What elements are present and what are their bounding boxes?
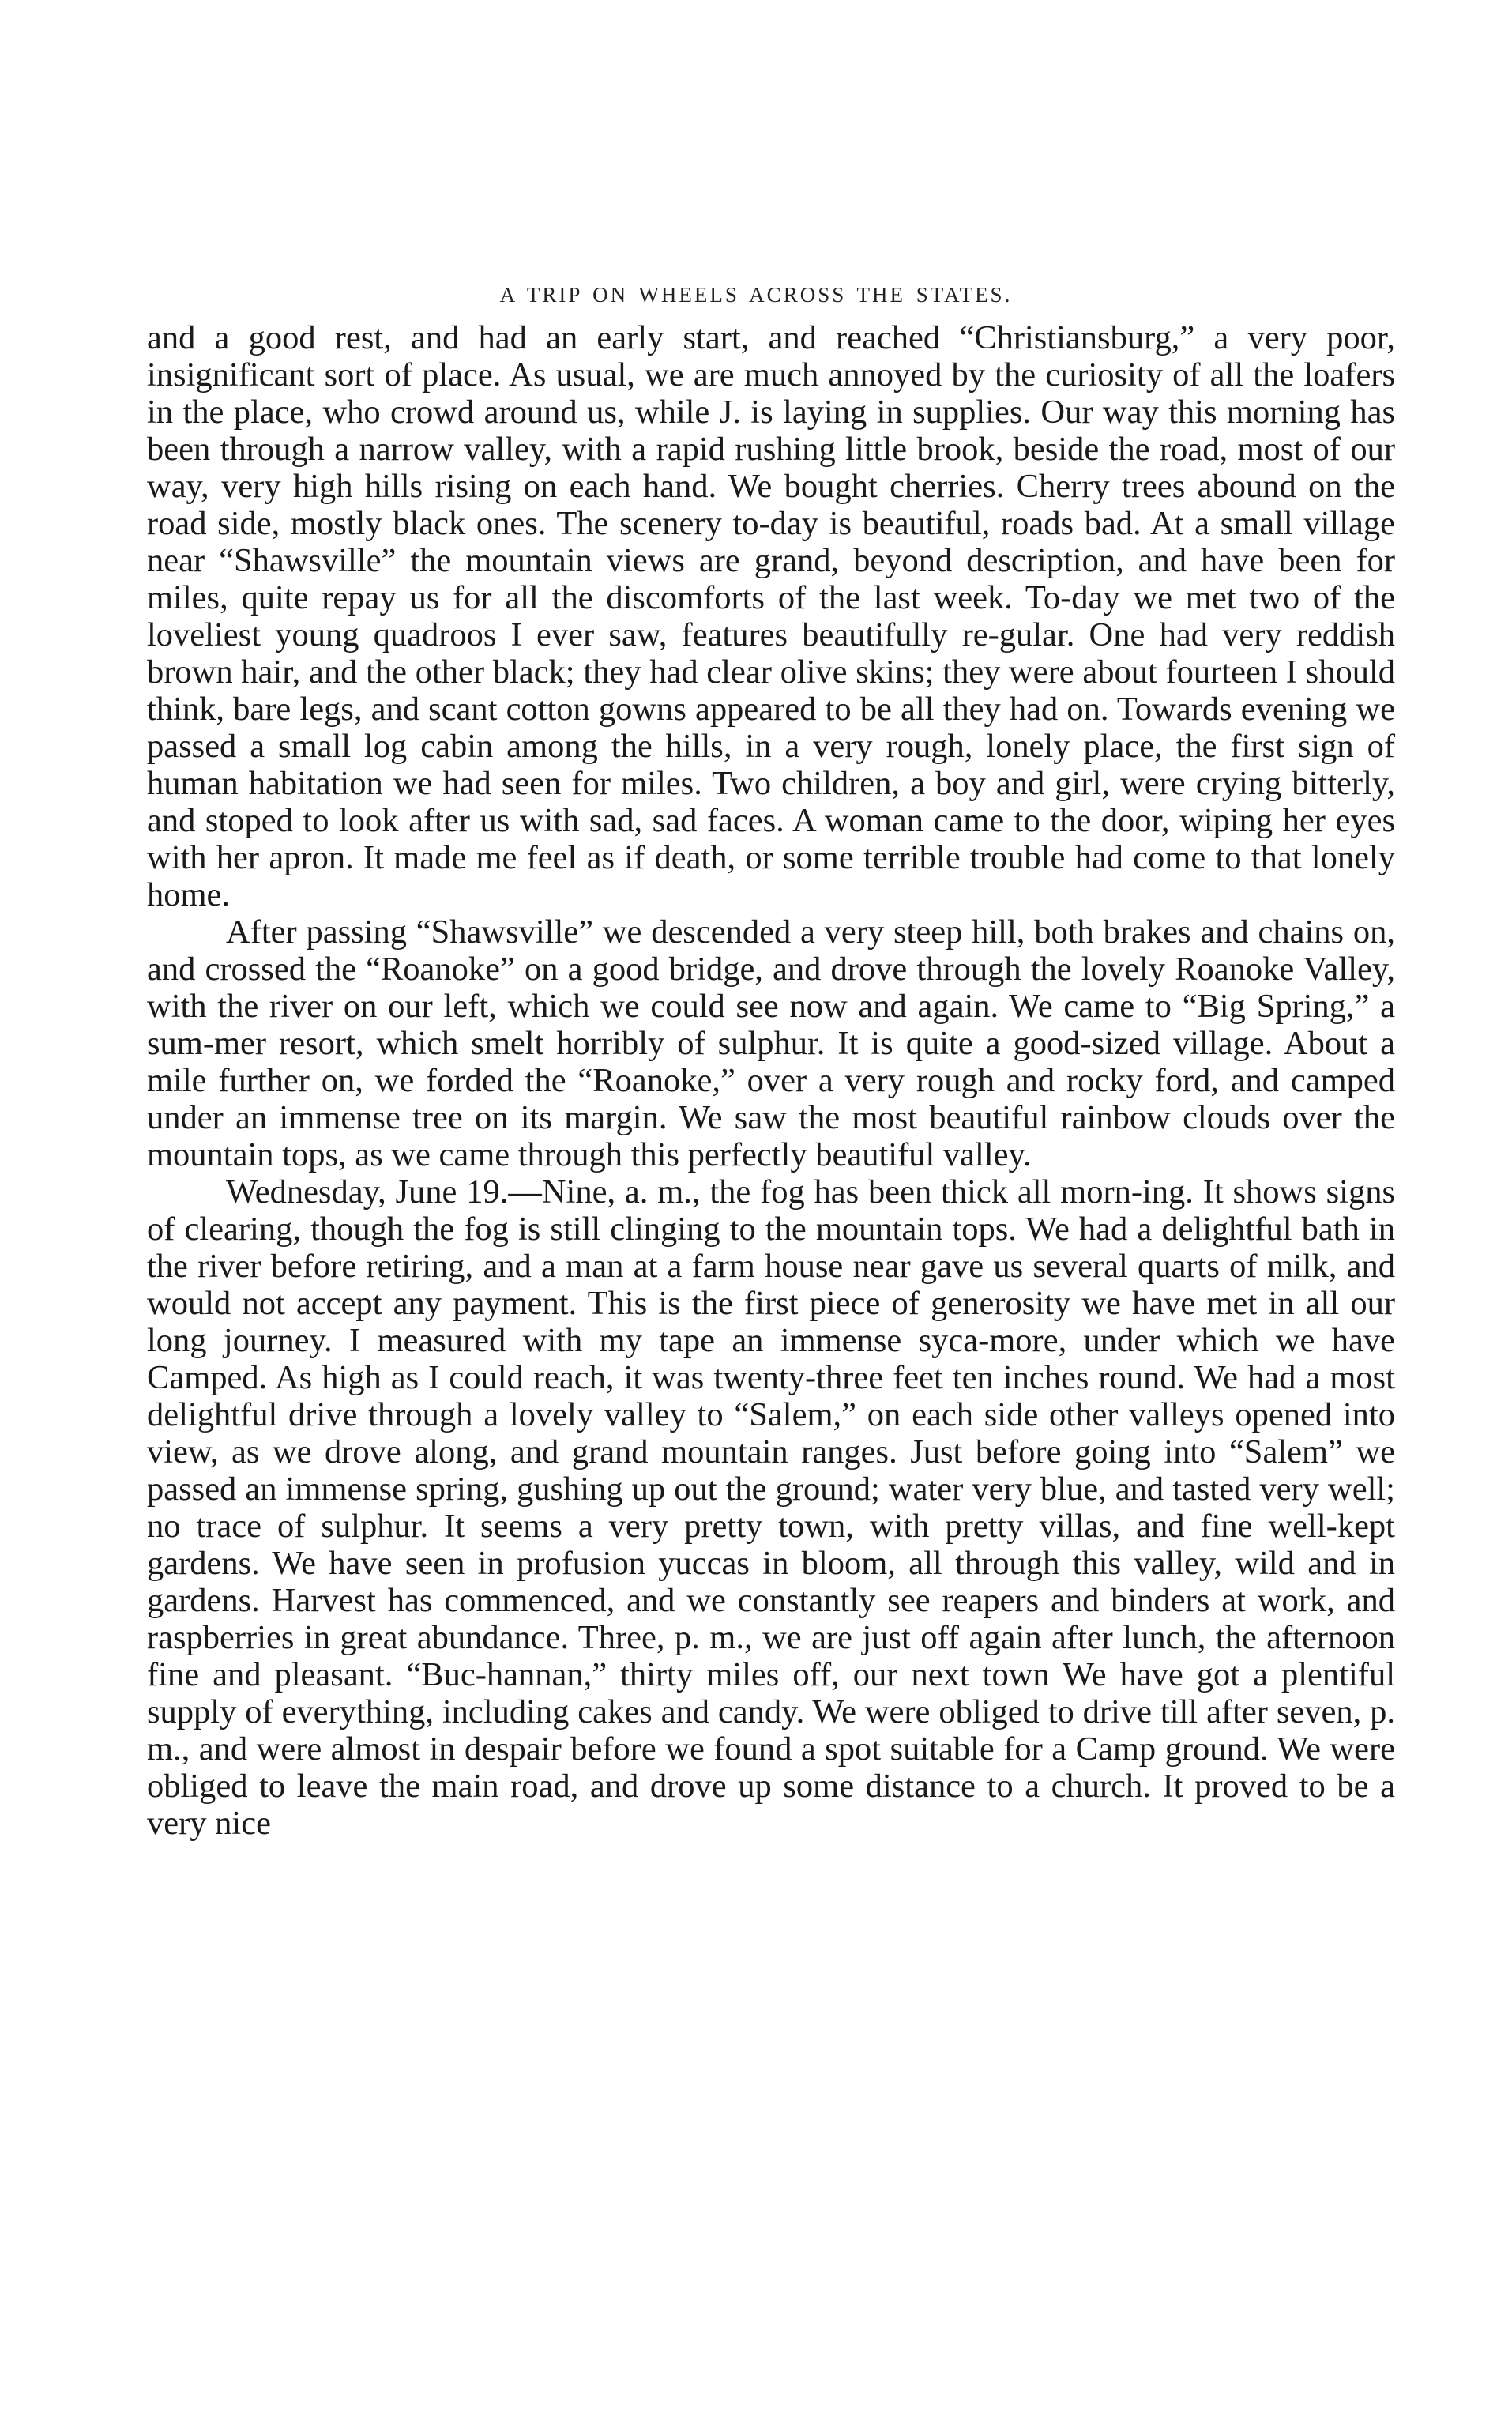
- body-text: [147, 319, 1395, 1842]
- paragraph-wednesday-june-19: Wednesday, June 19.—Nine, a. m., the fog has been thick all morn-ing. It shows signs of clearing, though the fog is still clinging to the mountain tops. We had a delightful bath in the river before retiring, and a man at a farm house near gave us several quarts of milk, and would not accept any payment. This is the first piece of generosity we have met in all our long journey. I measured with my tape an immense syca-more, under which we have Camped. As high as I could reach, it was twenty-three feet ten inches round. We had a most delightful drive through a lovely valley to “Salem,” on each side other valleys opened into view, as we drove along, and grand mountain ranges. Just before going into “Salem” we passed an immense spring, gushing up out the ground; water very blue, and tasted very well; no trace of sulphur. It seems a very pretty town, with pretty villas, and fine well-kept gardens. We have seen in profusion yuccas in bloom, all through this valley, wild and in gardens. Harvest has commenced, and we constantly see reapers and binders at work, and raspberries in great abundance. Three, p. m., we are just off again after lunch, the afternoon fine and pleasant. “Buc-hannan,” thirty miles off, our next town We have got a plentiful supply of everything, including cakes and candy. We were obliged to drive till after seven, p. m., and were almost in despair before we found a spot suitable for a Camp ground. We were obliged to leave the main road, and drove up some distance to a church. It proved to be a very nice: [147, 1173, 1395, 1842]
- paragraph-continued: and a good rest, and had an early start, and reached “Christiansburg,” a very poor, insignificant sort of place. As usual, we are much annoyed by the curiosity of all the loafers in the place, who crowd around us, while J. is laying in supplies. Our way this morning has been through a narrow valley, with a rapid rushing little brook, beside the road, most of our way, very high hills rising on each hand. We bought cherries. Cherry trees abound on the road side, mostly black ones. The scenery to-day is beautiful, roads bad. At a small village near “Shawsville” the mountain views are grand, beyond description, and have been for miles, quite repay us for all the discomforts of the last week. To-day we met two of the loveliest young quadroos I ever saw, features beautifully re-gular. One had very reddish brown hair, and the other black; they had clear olive skins; they were about fourteen I should think, bare legs, and scant cotton gowns appeared to be all they had on. Towards evening we passed a small log cabin among the hills, in a very rough, lonely place, the first sign of human habitation we had seen for miles. Two children, a boy and girl, were crying bitterly, and stoped to look after us with sad, sad faces. A woman came to the door, wiping her eyes with her apron. It made me feel as if death, or some terrible trouble had come to that lonely home.: [147, 319, 1395, 913]
- paragraph-shawsville: After passing “Shawsville” we descended a very steep hill, both brakes and chains on, and crossed the “Roanoke” on a good bridge, and drove through the lovely Roanoke Valley, with the river on our left, which we could see now and again. We came to “Big Spring,” a sum-mer resort, which smelt horribly of sulphur. It is quite a good-sized village. About a mile further on, we forded the “Roanoke,” over a very rough and rocky ford, and camped under an immense tree on its margin. We saw the most beautiful rainbow clouds over the mountain tops, as we came through this perfectly beautiful valley.: [147, 913, 1395, 1173]
- running-head: A TRIP ON WHEELS ACROSS THE STATES.: [499, 283, 1013, 307]
